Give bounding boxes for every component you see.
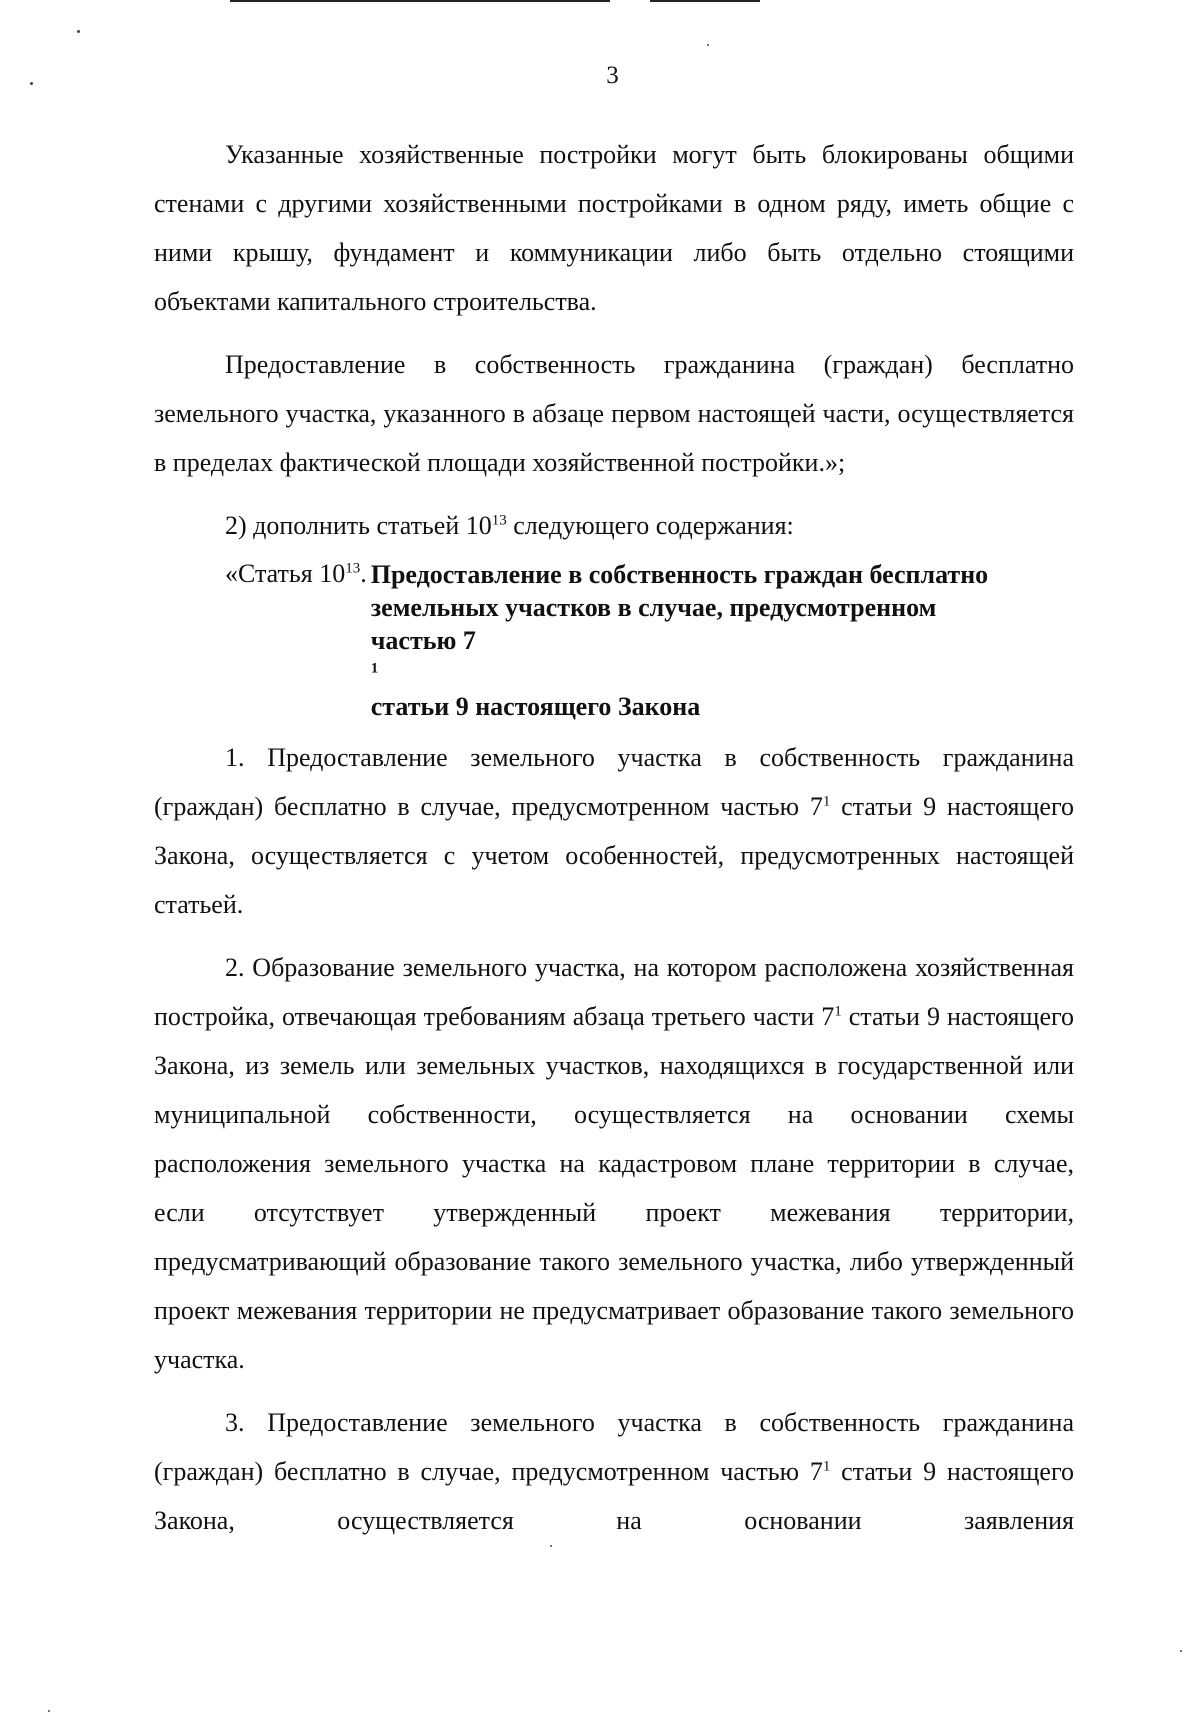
scan-speck xyxy=(1180,1650,1182,1652)
scan-speck xyxy=(707,44,709,46)
article-point-1: 1. Предоставление земельного участка в собственность гражданина (граждан) бесплатно в случае, предусмотренном частью $7^1$ статьи 9 настоящего Закона, осуществляется с учетом особенностей, предусмотренных настоящей статьей. xyxy=(154,743,1074,919)
article-point-2: 2. Образование земельного участка, на котором расположена хозяйственная постройка, отвечающая требованиям абзаца третьего части $7^1$ статьи 9 настоящего Закона, из земель или земельных участков, находящихся в государственной или муниципальной собственности, осуществляется на основании схемы расположения земельного участка на кадастровом плане территории в случае, если отсутствует утвержденный проект межевания территории, предусматривающий образование такого земельного участка, либо утвержденный проект межевания территории не предусматривает образование такого земельного участка. xyxy=(154,953,1074,1374)
paragraph-ownership-area: Предоставление в собственность гражданина (граждан) бесплатно земельного участка, указанного в абзаце первом настоящей части, осуществляется в пределах фактической площади хозяйственной постройки.»; xyxy=(154,350,1074,477)
article-heading xyxy=(154,558,1074,723)
paragraph-outbuildings: Указанные хозяйственные постройки могут быть блокированы общими стенами с другими хозяйственными постройками в одном ряду, иметь общие с ними крышу, фундамент и коммуникации либо быть отдельно стоящими объектами капитального строительства. xyxy=(154,140,1074,316)
article-point-3: 3. Предоставление земельного участка в собственность гражданина (граждан) бесплатно в случае, предусмотренном частью $7^1$ статьи 9 настоящего Закона, осуществляется на основании заявления xyxy=(154,1408,1074,1535)
amendment-item-2: 2) дополнить статьей $10^{13}$ следующего содержания: xyxy=(225,511,794,540)
document-body xyxy=(154,130,1074,1545)
scan-edge-line xyxy=(650,0,760,2)
scan-edge-line xyxy=(230,0,610,2)
scan-speck xyxy=(77,30,80,33)
article-title: Предоставление в собственность граждан бесплатно земельных участков в случае, предусмотренном частью 7 $^1$ статьи 9 настоящего Закона xyxy=(370,560,989,721)
scan-speck xyxy=(550,1545,552,1547)
article-number: «Статья $10^{13}$. xyxy=(225,559,367,588)
scan-speck xyxy=(48,1710,50,1712)
page-number: 3 xyxy=(606,62,619,89)
